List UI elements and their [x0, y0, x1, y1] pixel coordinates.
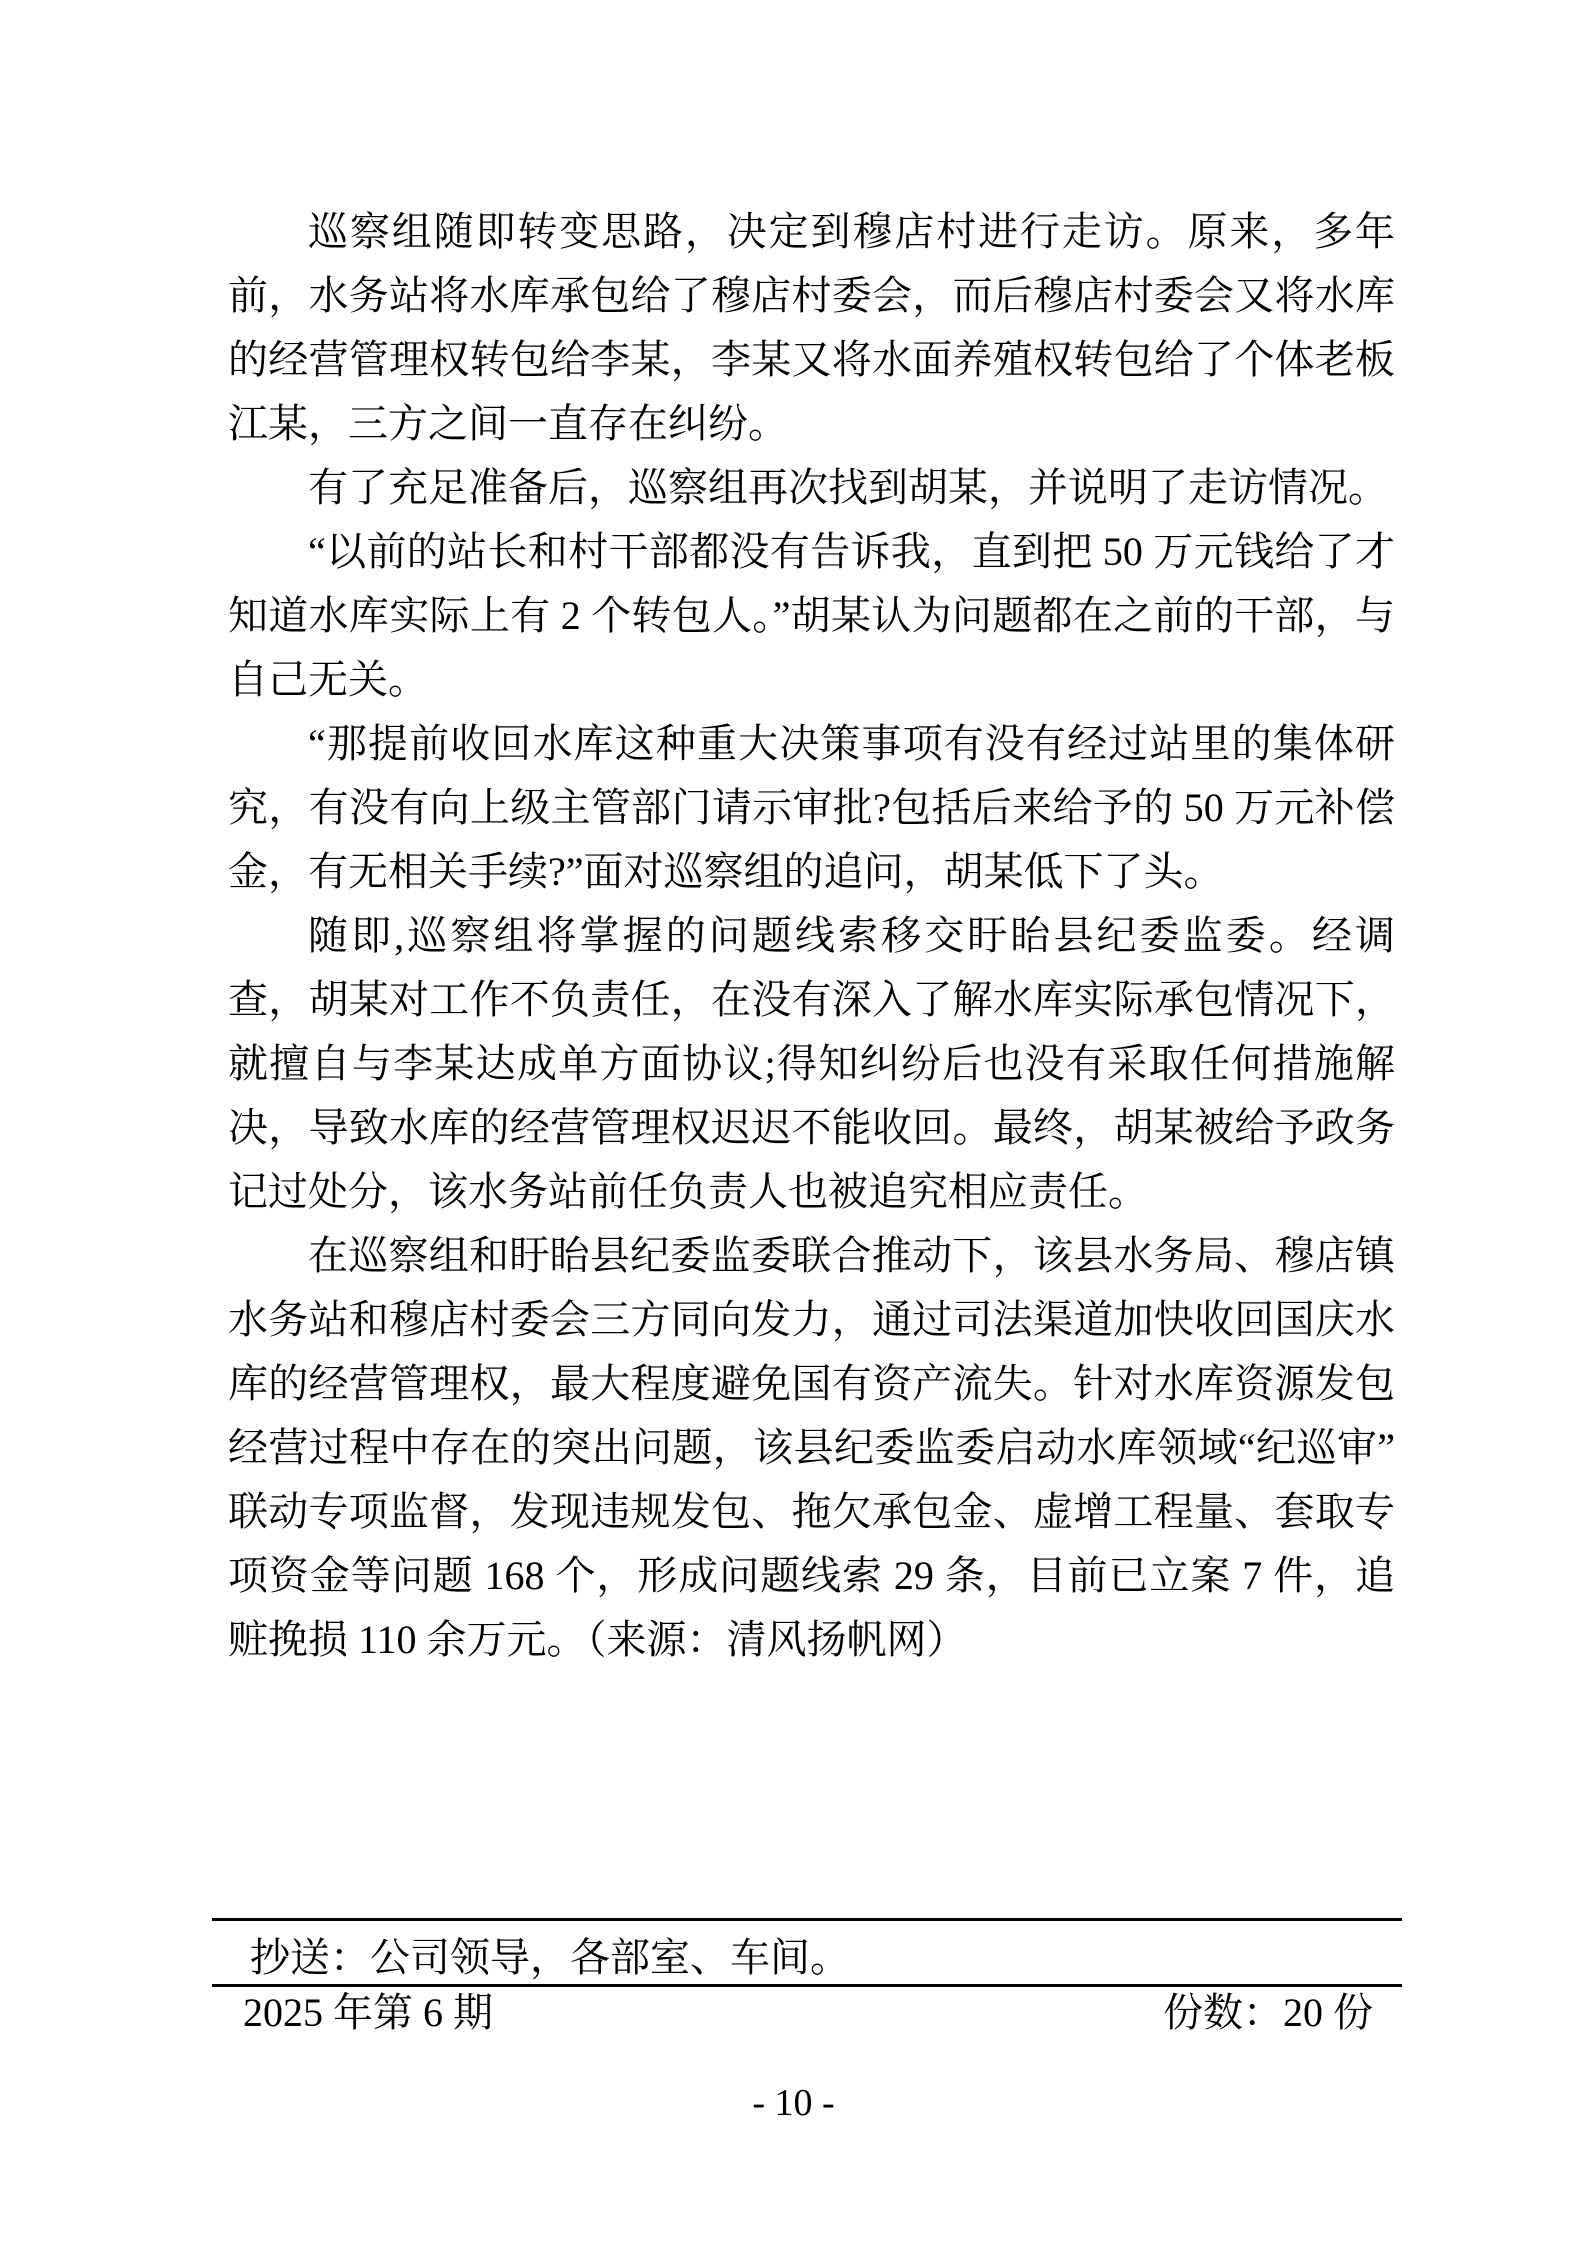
paragraph: 在巡察组和盱眙县纪委监委联合推动下，该县水务局、穆店镇水务站和穆店村委会三方同向发力，通过司法渠道加快收回国庆水库的经营管理权，最大程度避免国有资产流失。针对水库资源发包经营过程中存在的突出问题，该县纪委监委启动水库领域“纪巡审”联动专项监督，发现违规发包、拖欠承包金、虚增工程量、套取专项资金等问题 168 个，形成问题线索 29 条，目前已立案 7 件，追赃挽损 110 余万元。（来源：清风扬帆网） [228, 1233, 1395, 1662]
paragraph: “以前的站长和村干部都没有告诉我，直到把 50 万元钱给了才知道水库实际上有 2 个转包人。”胡某认为问题都在之前的干部，与自己无关。 [228, 529, 1395, 702]
paragraph: 随即,巡察组将掌握的问题线索移交盱眙县纪委监委。经调查，胡某对工作不负责任，在没有深入了解水库实际承包情况下，就擅自与李某达成单方面协议;得知纠纷后也没有采取任何措施解决，导致水库的经营管理权迟迟不能收回。最终，胡某被给予政务记过处分，该水务站前任负责人也被追究相应责任。 [228, 913, 1395, 1214]
paragraph: 巡察组随即转变思路，决定到穆店村进行走访。原来，多年前，水务站将水库承包给了穆店村委会，而后穆店村委会又将水库的经营管理权转包给李某，李某又将水面养殖权转包给了个体老板江某，三方之间一直存在纠纷。 [228, 209, 1395, 446]
paragraph: 有了充足准备后，巡察组再次找到胡某，并说明了走访情况。 [308, 465, 1388, 510]
footer-divider-bottom [212, 1984, 1402, 1987]
paragraph: “那提前收回水库这种重大决策事项有没有经过站里的集体研究，有没有向上级主管部门请示审批?包括后来给予的 50 万元补偿金，有无相关手续?”面对巡察组的追问，胡某低下了头。 [228, 721, 1395, 894]
footer-divider-top [212, 1918, 1402, 1921]
document-body [228, 200, 1395, 1672]
copy-to-line: 抄送：公司领导，各部室、车间。 [250, 1935, 850, 1980]
page-number: - 10 - [752, 2082, 835, 2124]
copies-label: 份数：20 份 [1163, 1990, 1373, 2035]
issue-label: 2025 年第 6 期 [243, 1990, 493, 2035]
